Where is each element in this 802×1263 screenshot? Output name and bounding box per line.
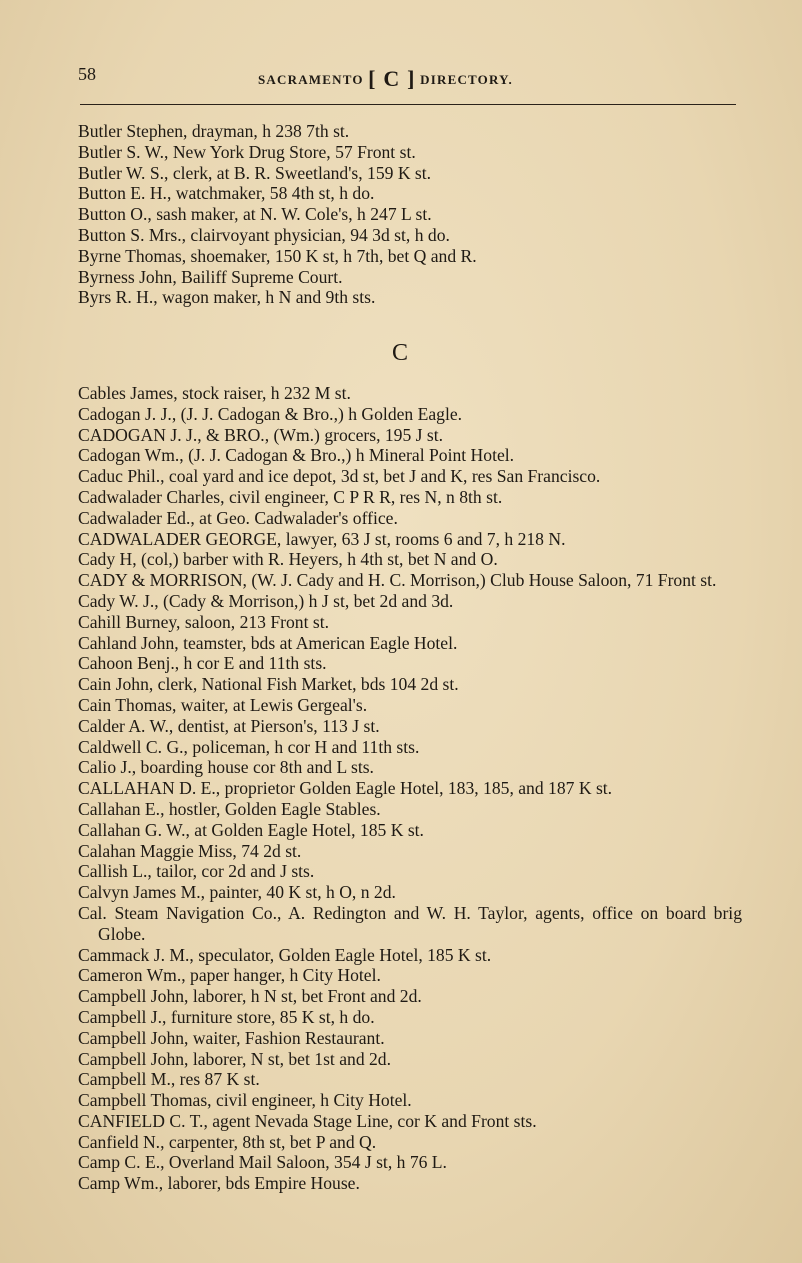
- directory-entry: Butler Stephen, drayman, h 238 7th st.: [78, 121, 350, 141]
- running-head-left: SACRAMENTO: [258, 72, 364, 87]
- page-header: [78, 62, 734, 90]
- directory-entry: Campbell John, laborer, h N st, bet Front and 2d.: [78, 986, 422, 1007]
- running-head-letter-bracket: [ C ]: [368, 66, 416, 91]
- directory-entry: Campbell John, laborer, N st, bet 1st and 2d.: [78, 1048, 392, 1069]
- directory-entry: Cadogan Wm., (J. J. Cadogan & Bro.,) h Mineral Point Hotel.: [78, 445, 515, 466]
- section-letter: C: [392, 340, 409, 366]
- directory-entry: Caldwell C. G., policeman, h cor H and 11th sts.: [78, 736, 420, 757]
- directory-entry: Campbell M., res 87 K st.: [78, 1069, 260, 1090]
- directory-entry: Canfield N., carpenter, 8th st, bet P and Q.: [78, 1131, 377, 1152]
- directory-entry: CADOGAN J. J., & BRO., (Wm.) grocers, 195 J st.: [78, 424, 444, 445]
- directory-entry: CALLAHAN D. E., proprietor Golden Eagle Hotel, 183, 185, and 187 K st.: [78, 778, 613, 799]
- directory-entry: Button S. Mrs., clairvoyant physician, 94 3d st, h do.: [78, 224, 450, 245]
- directory-entry: Calio J., boarding house cor 8th and L sts.: [78, 757, 374, 778]
- header-rule: [80, 104, 736, 105]
- directory-entry: Calder A. W., dentist, at Pierson's, 113 J st.: [78, 715, 380, 736]
- directory-entry: Byrness John, Bailiff Supreme Court.: [78, 266, 343, 287]
- directory-entry: Campbell Thomas, civil engineer, h City Hotel.: [78, 1090, 412, 1111]
- directory-entry: Butler S. W., New York Drug Store, 57 Front st.: [78, 141, 416, 162]
- directory-entry: Cables James, stock raiser, h 232 M st.: [78, 383, 351, 403]
- directory-entry: CADWALADER GEORGE, lawyer, 63 J st, rooms 6 and 7, h 218 N.: [78, 528, 566, 549]
- directory-entry: Cain Thomas, waiter, at Lewis Gergeal's.: [78, 694, 368, 715]
- directory-entry: Butler W. S., clerk, at B. R. Sweetland's, 159 K st.: [78, 162, 432, 183]
- directory-entry: Callahan E., hostler, Golden Eagle Stables.: [78, 798, 381, 819]
- directory-entry: Cain John, clerk, National Fish Market, bds 104 2d st.: [78, 674, 459, 695]
- directory-entry: Campbell J., furniture store, 85 K st, h do.: [78, 1006, 375, 1027]
- directory-entry: Calvyn James M., painter, 40 K st, h O, n 2d.: [78, 882, 396, 903]
- running-head: [258, 64, 513, 90]
- running-head-right: DIRECTORY.: [420, 72, 513, 87]
- directory-entry: CANFIELD C. T., agent Nevada Stage Line, cor K and Front sts.: [78, 1110, 537, 1131]
- directory-entry: Cadwalader Ed., at Geo. Cadwalader's office.: [78, 507, 398, 528]
- directory-entry: Cahill Burney, saloon, 213 Front st.: [78, 611, 330, 632]
- directory-entry: Cahoon Benj., h cor E and 11th sts.: [78, 653, 327, 674]
- directory-entry: Cameron Wm., paper hanger, h City Hotel.: [78, 965, 381, 986]
- directory-entry: Cadwalader Charles, civil engineer, C P R R, res N, n 8th st.: [78, 486, 503, 507]
- directory-entry: Cahland John, teamster, bds at American Eagle Hotel.: [78, 632, 458, 653]
- entries-main-list: [78, 383, 742, 1194]
- directory-entry: Caduc Phil., coal yard and ice depot, 3d st, bet J and K, res San Francisco.: [78, 466, 601, 487]
- directory-entry: CADY & MORRISON, (W. J. Cady and H. C. Morrison,) Club House Saloon, 71 Front st.: [78, 570, 717, 591]
- directory-entry: Button O., sash maker, at N. W. Cole's, h 247 L st.: [78, 204, 432, 225]
- directory-entry: Calahan Maggie Miss, 74 2d st.: [78, 840, 302, 861]
- directory-entry: Camp C. E., Overland Mail Saloon, 354 J st, h 76 L.: [78, 1152, 447, 1173]
- entries-top-list: [78, 121, 742, 308]
- directory-entry: Cammack J. M., speculator, Golden Eagle Hotel, 185 K st.: [78, 944, 492, 965]
- page-number: 58: [78, 64, 96, 84]
- directory-entry: Callahan G. W., at Golden Eagle Hotel, 185 K st.: [78, 819, 424, 840]
- directory-entry: Byrne Thomas, shoemaker, 150 K st, h 7th, bet Q and R.: [78, 245, 477, 266]
- directory-entry: Cady W. J., (Cady & Morrison,) h J st, bet 2d and 3d.: [78, 590, 454, 611]
- directory-entry: Button E. H., watchmaker, 58 4th st, h do.: [78, 183, 375, 204]
- directory-entry: Cadogan J. J., (J. J. Cadogan & Bro.,) h Golden Eagle.: [78, 403, 463, 424]
- running-head-letter: C: [383, 66, 401, 91]
- directory-entry: Cal. Steam Navigation Co., A. Redington and W. H. Taylor, agents, office on board brig Globe.: [78, 902, 742, 944]
- directory-entry: Camp Wm., laborer, bds Empire House.: [78, 1173, 360, 1194]
- directory-entry: Cady H, (col,) barber with R. Heyers, h 4th st, bet N and O.: [78, 549, 498, 570]
- directory-entry: Byrs R. H., wagon maker, h N and 9th sts.: [78, 287, 376, 308]
- directory-entry: Campbell John, waiter, Fashion Restaurant.: [78, 1027, 385, 1048]
- directory-entry: Callish L., tailor, cor 2d and J sts.: [78, 861, 315, 882]
